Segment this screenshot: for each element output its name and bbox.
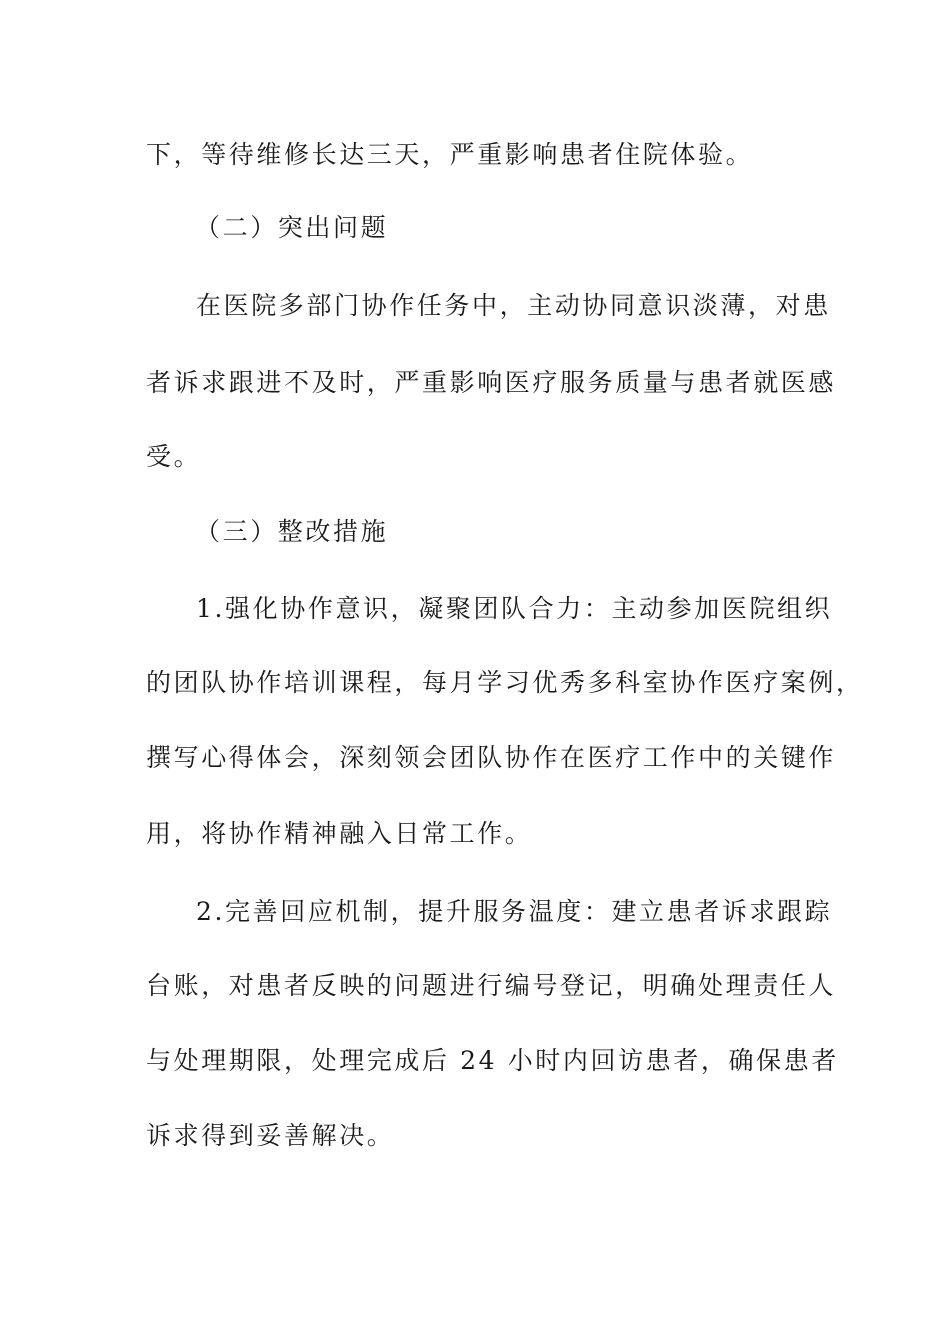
text-line-1: 下，等待维修长达三天，严重影响患者住院体验。 <box>146 140 754 169</box>
text-line-11: 2.完善回应机制，提升服务温度：建立患者诉求跟踪 <box>196 897 833 926</box>
text-line-13: 与处理期限，处理完成后 24 小时内回访患者，确保患者 <box>146 1046 839 1075</box>
text-line-14: 诉求得到妥善解决。 <box>146 1121 395 1150</box>
text-line-12: 台账，对患者反映的问题进行编号登记，明确处理责任人 <box>146 971 837 1000</box>
text-line-4: 者诉求跟进不及时，严重影响医疗服务质量与患者就医感 <box>146 368 837 397</box>
text-line-7: 1.强化协作意识，凝聚团队合力：主动参加医院组织 <box>196 594 833 623</box>
text-line-3: 在医院多部门协作任务中，主动协同意识淡薄，对患 <box>196 291 831 320</box>
section-heading-2: （二）突出问题 <box>195 213 389 242</box>
text-line-5: 受。 <box>146 442 202 471</box>
text-line-8: 的团队协作培训课程，每月学习优秀多科室协作医疗案例， <box>146 668 864 697</box>
text-line-10: 用，将协作精神融入日常工作。 <box>146 819 533 848</box>
text-line-9: 撰写心得体会，深刻领会团队协作在医疗工作中的关键作 <box>146 743 837 772</box>
section-heading-3: （三）整改措施 <box>195 517 389 546</box>
